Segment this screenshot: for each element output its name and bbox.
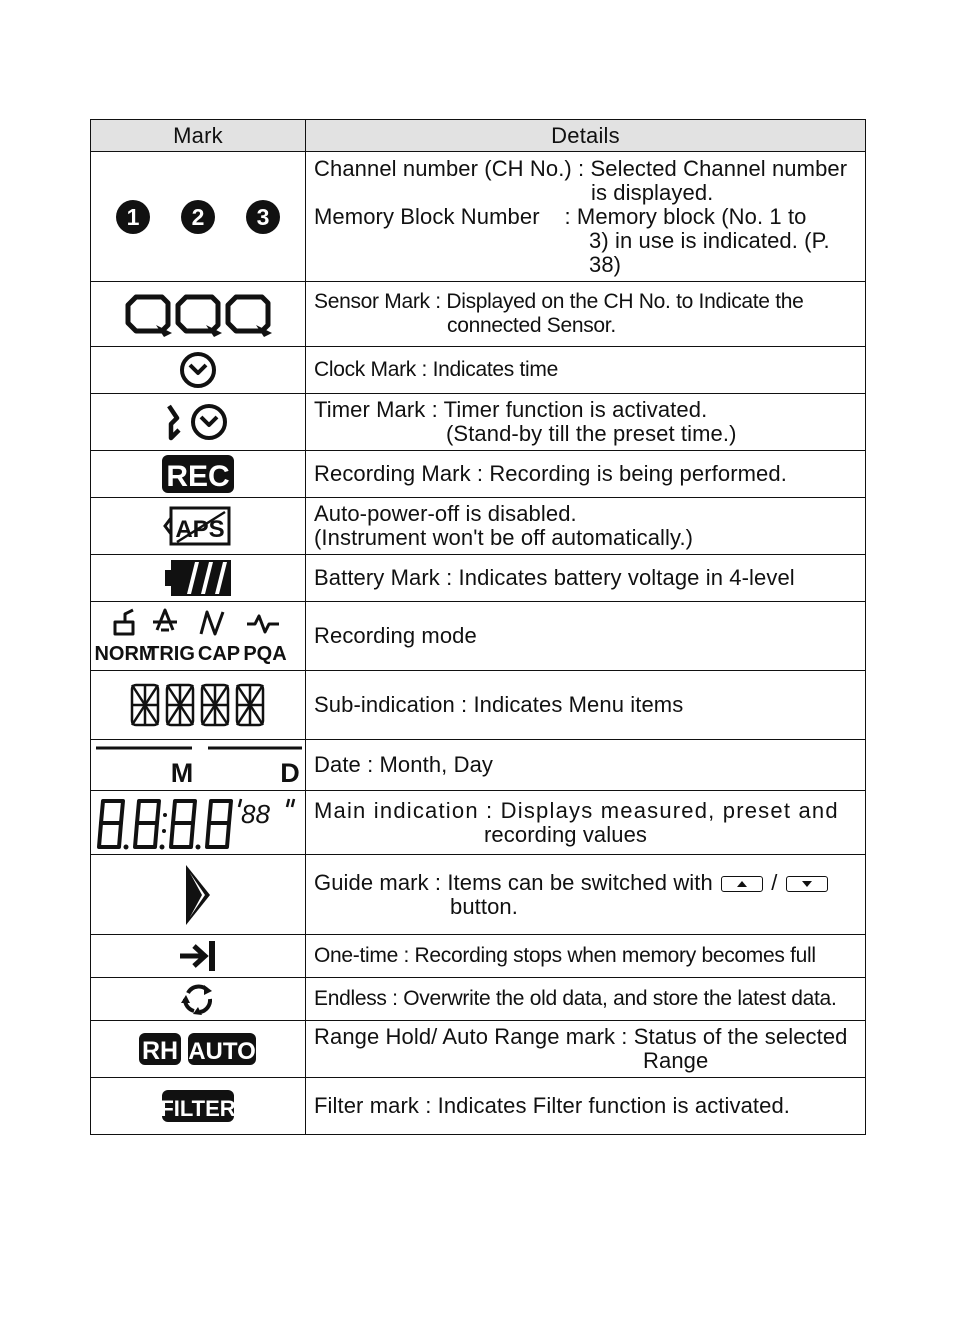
rec-icon bbox=[161, 454, 235, 494]
filter-icon bbox=[161, 1088, 235, 1124]
table-row bbox=[91, 935, 866, 978]
details-cell bbox=[306, 394, 866, 451]
trig-label: TRIG bbox=[147, 643, 195, 665]
details-cell bbox=[306, 602, 866, 671]
table-row bbox=[91, 555, 866, 602]
norm-label: NORM bbox=[94, 643, 156, 665]
table-row bbox=[91, 347, 866, 394]
table-row bbox=[91, 1021, 866, 1078]
date-icon bbox=[92, 742, 304, 788]
details-cell bbox=[306, 935, 866, 978]
channel-number-text-cont: is displayed. bbox=[591, 179, 714, 205]
mark-cell bbox=[91, 555, 306, 602]
aps-text: Auto-power-off is disabled. bbox=[314, 501, 577, 526]
details-cell bbox=[306, 555, 866, 602]
cap-label: CAP bbox=[197, 643, 241, 665]
mark-cell bbox=[91, 1021, 306, 1078]
recording-mode-icons bbox=[94, 606, 293, 666]
details-cell bbox=[306, 855, 866, 935]
one-time-icon bbox=[178, 939, 218, 973]
auto-range-icon bbox=[188, 1033, 256, 1065]
details-cell bbox=[306, 451, 866, 498]
table-row bbox=[91, 740, 866, 791]
day-label: D bbox=[280, 758, 300, 788]
details-cell bbox=[306, 347, 866, 394]
battery-mark-text: Battery Mark : Indicates battery voltage in 4-level bbox=[314, 565, 795, 590]
svg-text:AUTO: AUTO bbox=[188, 1038, 256, 1065]
details-cell bbox=[306, 978, 866, 1021]
range-mark-text-cont: Range bbox=[643, 1048, 709, 1073]
channel-1-icon bbox=[116, 200, 150, 234]
endless-icon bbox=[178, 981, 218, 1017]
details-cell bbox=[306, 1078, 866, 1135]
sub-indication-text: Sub-indication : Indicates Menu items bbox=[314, 692, 684, 717]
table-header-row bbox=[91, 120, 866, 152]
details-cell bbox=[306, 282, 866, 347]
channel-number-icons bbox=[108, 197, 288, 237]
pqa-label: PQA bbox=[243, 643, 287, 665]
small-digits: 88 bbox=[241, 798, 270, 829]
norm-mode-icon bbox=[115, 610, 133, 634]
range-mark-text: Range Hold/ Auto Range mark : Status of the selected bbox=[314, 1024, 848, 1049]
battery-icon bbox=[163, 558, 233, 598]
table-row bbox=[91, 791, 866, 855]
memory-block-text: Memory Block Number : Memory block (No. 1 to bbox=[314, 203, 807, 229]
table-row bbox=[91, 394, 866, 451]
guide-mark-text-cont: button. bbox=[450, 893, 518, 919]
main-indication-text-cont: recording values bbox=[484, 821, 648, 847]
table-row bbox=[91, 498, 866, 555]
mark-cell bbox=[91, 152, 306, 282]
table-row bbox=[91, 1078, 866, 1135]
table-row bbox=[91, 855, 866, 935]
date-text: Date : Month, Day bbox=[314, 752, 493, 777]
mark-cell bbox=[91, 602, 306, 671]
svg-text:3: 3 bbox=[256, 203, 270, 230]
cap-mode-icon bbox=[201, 612, 223, 634]
slash-separator: / bbox=[771, 869, 778, 895]
svg-text:RH: RH bbox=[141, 1037, 179, 1065]
filter-mark-text: Filter mark : Indicates Filter function is activated. bbox=[314, 1093, 791, 1118]
memory-block-text-cont: 3) in use is indicated. (P. bbox=[589, 227, 830, 253]
table-row bbox=[91, 602, 866, 671]
details-cell bbox=[306, 671, 866, 740]
mark-cell bbox=[91, 935, 306, 978]
guide-arrow-icon bbox=[183, 863, 213, 927]
mark-cell bbox=[91, 855, 306, 935]
mark-cell bbox=[91, 1078, 306, 1135]
sensor-mark-icon bbox=[122, 289, 274, 339]
mark-cell bbox=[91, 451, 306, 498]
sensor-mark-text: Sensor Mark : Displayed on the CH No. to Indicate the bbox=[314, 290, 804, 313]
marks-table bbox=[90, 119, 866, 1135]
header-details: Details bbox=[306, 120, 866, 152]
svg-text:REC: REC bbox=[166, 460, 230, 493]
channel-3-icon bbox=[246, 200, 280, 234]
clock-icon bbox=[178, 350, 218, 390]
range-hold-icon bbox=[139, 1033, 181, 1065]
timer-mark-text-cont: (Stand-by till the preset time.) bbox=[446, 421, 737, 446]
table-row bbox=[91, 671, 866, 740]
header-mark: Mark bbox=[91, 120, 306, 152]
recording-mode-text: Recording mode bbox=[314, 623, 477, 648]
range-marks-icons bbox=[138, 1031, 258, 1067]
endless-text: Endless : Overwrite the old data, and store the latest data. bbox=[314, 987, 837, 1010]
trig-mode-icon bbox=[153, 610, 177, 630]
mark-cell bbox=[91, 740, 306, 791]
details-cell bbox=[306, 498, 866, 555]
pqa-mode-icon bbox=[247, 616, 279, 632]
mark-cell bbox=[91, 347, 306, 394]
table-row bbox=[91, 282, 866, 347]
timer-mark-text: Timer Mark : Timer function is activated. bbox=[314, 397, 708, 422]
mark-cell bbox=[91, 394, 306, 451]
guide-mark-text: Guide mark : Items can be switched with bbox=[314, 869, 713, 895]
channel-2-icon bbox=[181, 200, 215, 234]
down-button-icon bbox=[786, 876, 828, 892]
svg-text:2: 2 bbox=[191, 203, 205, 230]
month-label: M bbox=[170, 758, 194, 788]
details-cell bbox=[306, 152, 866, 282]
sensor-mark-text-cont: connected Sensor. bbox=[447, 314, 616, 337]
mark-cell bbox=[91, 282, 306, 347]
sub-indication-digits-icon bbox=[128, 681, 268, 729]
auto-power-off-disabled-icon bbox=[163, 504, 233, 548]
mark-cell bbox=[91, 791, 306, 855]
mark-cell bbox=[91, 498, 306, 555]
timer-icon bbox=[163, 400, 233, 444]
clock-mark-text: Clock Mark : Indicates time bbox=[314, 358, 558, 381]
up-button-icon bbox=[721, 876, 763, 892]
aps-text-note: (Instrument won't be off automatically.) bbox=[314, 525, 694, 550]
svg-text:1: 1 bbox=[126, 203, 140, 230]
memory-block-text-page: 38) bbox=[589, 251, 622, 277]
main-indication-text: Main indication : Displays measured, preset and bbox=[314, 797, 839, 823]
mark-cell bbox=[91, 671, 306, 740]
table-row bbox=[91, 451, 866, 498]
svg-text:FILTER: FILTER bbox=[160, 1096, 236, 1121]
channel-number-text: Channel number (CH No.) : Selected Channel number bbox=[314, 155, 848, 181]
details-cell bbox=[306, 1021, 866, 1078]
svg-text:APS: APS bbox=[175, 516, 225, 543]
mark-cell bbox=[91, 978, 306, 1021]
table-row bbox=[91, 978, 866, 1021]
details-cell bbox=[306, 740, 866, 791]
table-row bbox=[91, 152, 866, 282]
recording-mark-text: Recording Mark : Recording is being performed. bbox=[314, 461, 787, 486]
main-indication-digits-icon bbox=[93, 793, 303, 853]
one-time-text: One-time : Recording stops when memory becomes full bbox=[314, 944, 816, 967]
details-cell bbox=[306, 791, 866, 855]
